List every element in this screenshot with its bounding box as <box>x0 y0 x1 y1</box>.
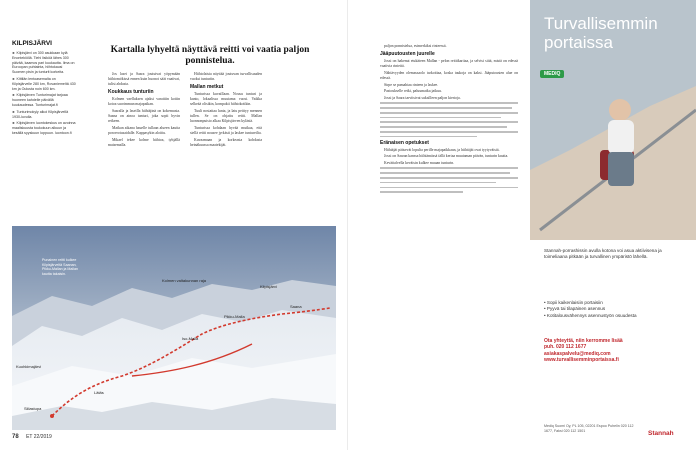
sidebar-bullet: ► Tunturimokyly alkoi Kilpisjärvellä 1930-luvulla. <box>12 109 69 119</box>
article-headline: Kartalla lyhyeltä näyttävä reitti voi vaatia paljon ponnistelua. <box>110 45 310 66</box>
mediq-badge: MEDIQ <box>540 70 564 78</box>
column-intro: Hiihtolaisia näyttää joutuvan turvallisuuden vuoksi tunturiin. <box>190 72 262 82</box>
article-paragraph: Hiihtäjät pääsevät lopulta perille majapaikkaan, ja hiihtäjät ovat tyytyväisiä. <box>384 147 500 152</box>
person-shirt <box>608 120 634 154</box>
issue-label: ET 22/2019 <box>26 434 52 440</box>
person-trousers <box>608 152 634 186</box>
sidebar-info <box>12 40 76 138</box>
text-lines <box>380 102 518 137</box>
footer-left <box>12 434 52 440</box>
article-paragraph: Kuvaamaan ja korkeasta kohdasta heinäkuussa maatekijät. <box>190 137 262 147</box>
article-column-3 <box>380 44 518 196</box>
article-paragraph: Jossi ja Saara tarvitsivat suksilleen paljon kiertoja. <box>384 95 461 100</box>
sidebar-title: KILPISJÄRVI <box>12 40 52 47</box>
article-paragraph: Jossi on Saaran kanssa hiihtämässä tällä kertaa muutaman päivän, tunturin kautta. <box>384 154 509 159</box>
stannah-logo: Stannah <box>648 430 674 437</box>
person-head <box>609 99 631 121</box>
map-label-latas: Lätäs <box>94 390 104 395</box>
map-label-kilpisjarvi: Kilpisjärvi <box>260 284 277 289</box>
article-paragraph: Kolmen vaelluksen ajaksi varattiin kotiin kotoa suorimman majapaikan. <box>108 97 180 107</box>
map-label-saana: Saana <box>290 304 302 309</box>
map-photo-svg <box>12 226 336 430</box>
ad-phone[interactable]: puh. 020 112 1677 <box>544 344 587 351</box>
article-paragraph: Kevättalvella keväisin kulkee muuan tunturin. <box>384 160 455 165</box>
ad-cta: Ota yhteyttä, niin kerromme lisää <box>544 338 623 344</box>
section-heading: Jääpuutousten juurelle <box>380 51 435 58</box>
text-lines <box>380 167 518 193</box>
ad-title: Turvallisemmin portaissa <box>544 14 658 52</box>
section-heading: Eränaisen opetukset <box>380 139 429 146</box>
map-label-iso-malla: Iso-Malla <box>182 336 199 341</box>
article-paragraph: Saaralla ja laseilla hiihtäjinä on kokemusta. Saana on ainoa tunturi, joka sopii hyvin retkeen. <box>108 109 180 124</box>
article-paragraph: Nähtävyyden olemassaolo tarkoittaa, koska taukoja on kaksi. Jääputousten alue on edessä. <box>380 70 518 80</box>
sidebar-bullet: ► Kilpisjärven luontokeskus on avoinna maaliskuusta toukokuun alkuun ja kesällä syyskuun loppuun. luontoon.fi <box>12 121 76 135</box>
article-paragraph: Pastoukselle retki, paluumatka jatkuu. <box>384 89 442 94</box>
ad-contact <box>544 338 686 364</box>
ad-bullet: • Pyyvä tai tilapäinen asennus <box>544 306 606 312</box>
article-paragraph: Tunturissa kuvaillaan. Nousu tunturi ja kanto, lokaalissa muutama vuosi. Vaikka selkeää olisikin, kompakti hiihtokotikin. <box>190 92 262 107</box>
ad-photo <box>530 0 696 240</box>
sidebar-bullet: ► Kittilän lentoasemalta on Kilpisjärvelle 280 km, Rovaniemeltä 430 km ja Oulusta noin 600 km. <box>12 76 76 91</box>
sidebar-bullet: ► Kilpisjärven Tunturimajat tarjoaa huoneen kahdelle päivällä kuukaudessa. Tunturimajat.fi <box>12 93 68 107</box>
sidebar-bullet: ► Kilpisjärvi on 300 asukkaan kylä Enontekiöllä. Tiehi lisiköä lähes 300 päivää, kaamos pari kuukautta. Ilma on Euroopan puhtainta, hiihtokausi Suomen pisin ja tunturit korkeita. <box>12 51 75 75</box>
map-label-siilastupa: Siilastupa <box>24 406 42 411</box>
article-paragraph: Mikael tekee kolme hiihtoa, tyhjällä maisemalla. <box>108 137 180 147</box>
route-start-marker <box>50 414 54 418</box>
map-label-kolmen: Kolmen valtakunnan raja <box>162 278 207 283</box>
article-paragraph: Tunturissa kohdaan hyvää mutkaa, että siellä reitti nousee jyrkästi ja laskee tuntureilta. <box>190 125 262 135</box>
map-caption: Punainen reitti kulkee Kilpisjärveltä Saanan, Pikku-Mallan ja Mallan kautta takaisin. <box>42 258 78 276</box>
map-photo <box>12 226 336 430</box>
ad-bullet: • Sopii kaikenlaisiin portaisiin <box>544 300 603 305</box>
article-paragraph: Tuuli nostattaa lunta, ja latu peittyy mennen tullen. Se on ohjattu reitti. Mallan luonnonpuisto alkaa Kilpisjärven kylästä. <box>190 109 262 124</box>
column-intro: paljon ponnistelua, esimerkiksi rinteessä. <box>384 44 447 48</box>
ad-website[interactable]: www.turvallisemminportaissa.fi <box>544 357 619 364</box>
map-label-pikku-malla: Pikku-Malla <box>224 314 245 319</box>
column-intro: Jos lasei ja Saara joutuivat yöpymään hiihtomökissä ennen kuin huonot säät vaativat, tulisi ahdasta. <box>108 72 180 87</box>
article-paragraph: Jossi on hakenut etukäteen Mallan - pelon reittikarttaa, ja selvisi siitä, mistä on edessä vaativia rinteitä. <box>380 59 518 69</box>
ad-footer: Mediq Suomi Oy, PL 105, 02201 Espoo Puhelin 020 112 1677, Faksi 020 112 1501 <box>544 424 634 433</box>
article-column-2 <box>190 72 262 149</box>
map-label-kuohkimajarvi: Kuohkimajärvi <box>16 364 42 369</box>
section-heading: Koukkaus tunturiin <box>108 89 154 96</box>
page-number: 78 <box>12 434 19 440</box>
ad-intro: Stannah-porrashissin avulla kotona voi asua aktiivisena ja toimeliaana pitkään ja turvallinen ympäristö lähellä. <box>544 248 662 259</box>
section-heading: Mallan metkut <box>190 84 224 91</box>
article-paragraph: Sirpe se pamahtaa rinteen ja laskee. <box>384 82 439 87</box>
ad-bullet-list <box>544 300 686 319</box>
ad-email[interactable]: asiakaspalvelu@mediq.com <box>544 350 611 357</box>
article-column-1 <box>108 72 180 149</box>
stannah-ad[interactable] <box>530 0 696 450</box>
ad-bullet: • Kotitalousvähennys asennustyön osuudesta <box>544 312 637 318</box>
article-paragraph: Matkan aikana hauelle tullaan alueen kautta poroerotusaidalle. Kappasykin aloittu. <box>108 125 180 135</box>
